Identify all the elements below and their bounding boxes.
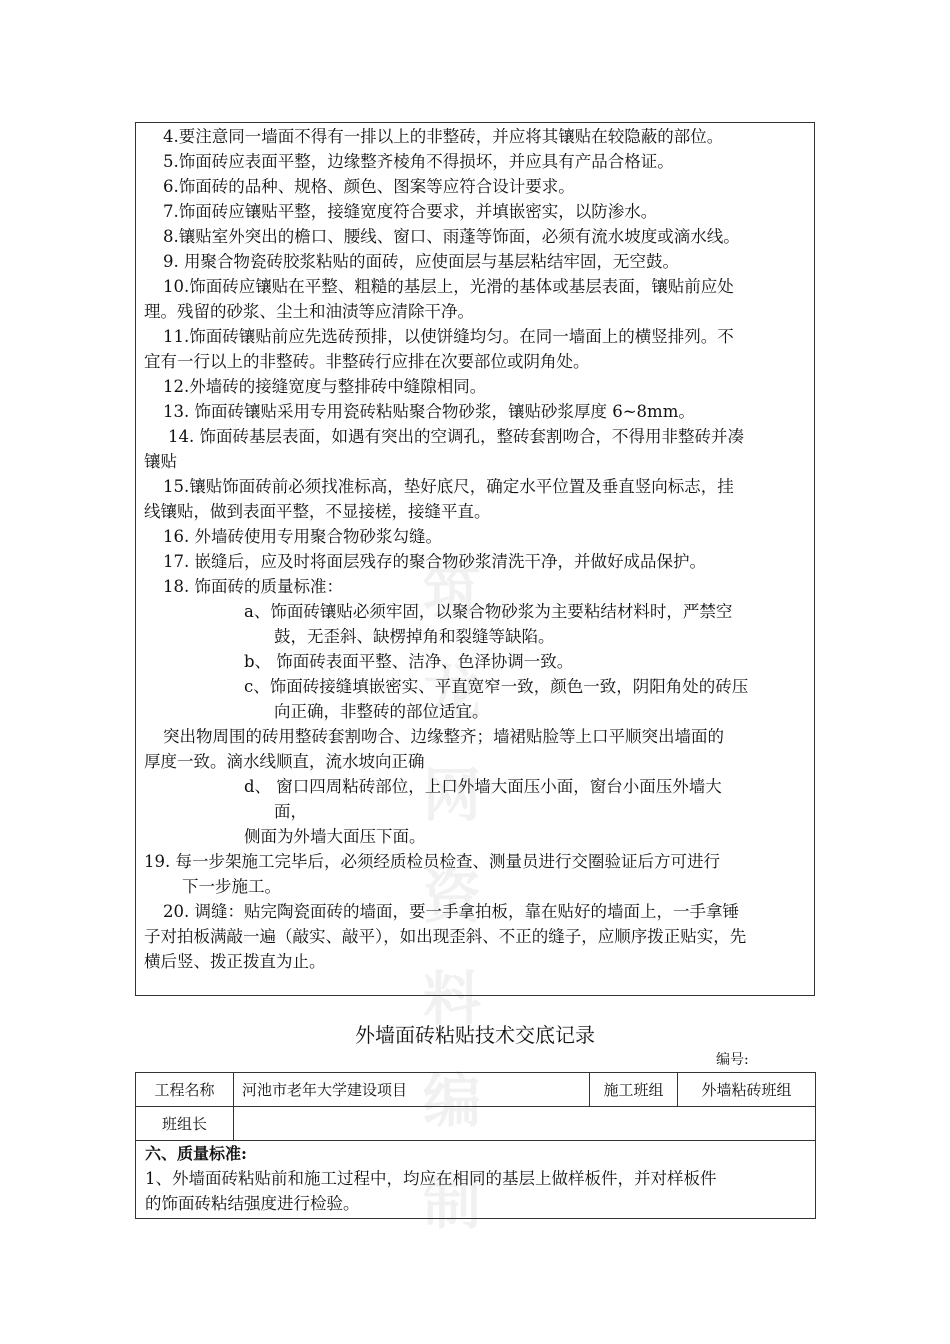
project-info-table — [135, 1072, 816, 1141]
note-line: 厚度一致。滴水线顺直，流水坡向正确 — [144, 752, 425, 771]
note-line: 子对拍板满敲一遍（敲实、敲平），如出现歪斜、不正的缝子，应顺序拨正贴实，先 — [144, 927, 747, 946]
note-line: 15.镶贴饰面砖前必须找准标高，垫好底尺，确定水平位置及垂直竖向标志，挂 — [163, 477, 734, 496]
note-line: 12.外墙砖的接缝宽度与整排砖中缝隙相同。 — [163, 377, 487, 396]
quality-standards-section — [135, 1140, 816, 1219]
note-line: 14. 饰面砖基层表面，如遇有突出的空调孔，整砖套割吻合，不得用非整砖并凑 — [168, 427, 744, 446]
note-line: 13. 饰面砖镶贴采用专用瓷砖粘贴聚合物砂浆，镶贴砂浆厚度 6~8mm。 — [163, 402, 695, 421]
note-line: c、饰面砖接缝填嵌密实、平直宽窄一致，颜色一致，阴阳角处的砖压 — [244, 677, 749, 696]
team-value: 外墙粘砖班组 — [678, 1073, 816, 1107]
note-line: 9. 用聚合物瓷砖胶浆粘贴的面砖，应使面层与基层粘结牢固，无空鼓。 — [163, 252, 679, 271]
note-line: 侧面为外墙大面压下面。 — [244, 827, 426, 846]
note-line: 16. 外墙砖使用专用聚合物砂浆勾缝。 — [163, 527, 442, 546]
section-heading: 六、质量标准: — [145, 1144, 247, 1163]
note-line: 8.镶贴室外突出的檐口、腰线、窗口、雨蓬等饰面，必须有流水坡度或滴水线。 — [163, 227, 740, 246]
note-line: 11.饰面砖镶贴前应先选砖预排，以使饼缝均匀。在同一墙面上的横竖排列。不 — [163, 327, 734, 346]
note-line: 17. 嵌缝后，应及时将面层残存的聚合物砂浆清洗干净，并做好成品保护。 — [163, 552, 706, 571]
note-line: b、 饰面砖表面平整、洁净、色泽协调一致。 — [244, 652, 574, 671]
note-line: 横后竖、拨正拨直为止。 — [144, 952, 326, 971]
note-line: 6.饰面砖的品种、规格、颜色、图案等应符合设计要求。 — [163, 177, 575, 196]
note-line: 突出物周围的砖用整砖套割吻合、边缘整齐；墙裙贴脸等上口平顺突出墙面的 — [163, 727, 724, 746]
note-line: 5.饰面砖应表面平整，边缘整齐棱角不得损坏，并应具有产品合格证。 — [163, 152, 674, 171]
document-title: 外墙面砖粘贴技术交底记录 — [355, 1023, 595, 1047]
serial-number-label: 编号: — [716, 1052, 749, 1068]
section-line: 的饰面砖粘结强度进行检验。 — [145, 1194, 360, 1213]
note-line: 10.饰面砖应镶贴在平整、粗糙的基层上，光滑的基体或基层表面，镶贴前应处 — [163, 277, 734, 296]
note-line: 宜有一行以上的非整砖。非整砖行应排在次要部位或阴角处。 — [144, 352, 590, 371]
note-line: 下一步施工。 — [182, 877, 281, 896]
leader-value — [234, 1107, 816, 1141]
note-line: 面， — [274, 802, 307, 821]
note-line: 19. 每一步架施工完毕后，必须经质检员检查、测量员进行交圈验证后方可进行 — [144, 852, 720, 871]
project-name-label: 工程名称 — [136, 1073, 234, 1107]
note-line: 镶贴 — [144, 452, 177, 471]
team-label: 施工班组 — [590, 1073, 678, 1107]
leader-label: 班组长 — [136, 1107, 234, 1141]
note-line: 20. 调缝：贴完陶瓷面砖的墙面，要一手拿拍板，靠在贴好的墙面上，一手拿锤 — [163, 902, 739, 921]
table-row — [136, 1073, 816, 1107]
project-name-value: 河池市老年大学建设项目 — [234, 1073, 590, 1107]
note-line: 鼓，无歪斜、缺楞掉角和裂缝等缺陷。 — [274, 627, 555, 646]
note-line: 向正确，非整砖的部位适宜。 — [274, 702, 489, 721]
note-line: d、 窗口四周粘砖部位，上口外墙大面压小面，窗台小面压外墙大 — [244, 777, 722, 796]
note-line: 4.要注意同一墙面不得有一排以上的非整砖，并应将其镶贴在较隐蔽的部位。 — [163, 127, 724, 146]
note-line: a、饰面砖镶贴必须牢固，以聚合物砂浆为主要粘结材料时，严禁空 — [244, 602, 733, 621]
note-line: 理。残留的砂浆、尘土和油渍等应清除干净。 — [144, 302, 474, 321]
note-line: 线镶贴，做到表面平整，不显接槎，接缝平直。 — [144, 502, 491, 521]
section-line: 1、外墙面砖粘贴前和施工过程中，均应在相同的基层上做样板件，并对样板件 — [145, 1169, 717, 1188]
construction-notes-box — [135, 122, 815, 996]
note-line: 7.饰面砖应镶贴平整，接缝宽度符合要求，并填嵌密实，以防渗水。 — [163, 202, 658, 221]
table-row — [136, 1107, 816, 1141]
watermark: 筑龙网资料编制 — [422, 557, 481, 1237]
note-line: 18. 饰面砖的质量标准： — [163, 577, 343, 596]
